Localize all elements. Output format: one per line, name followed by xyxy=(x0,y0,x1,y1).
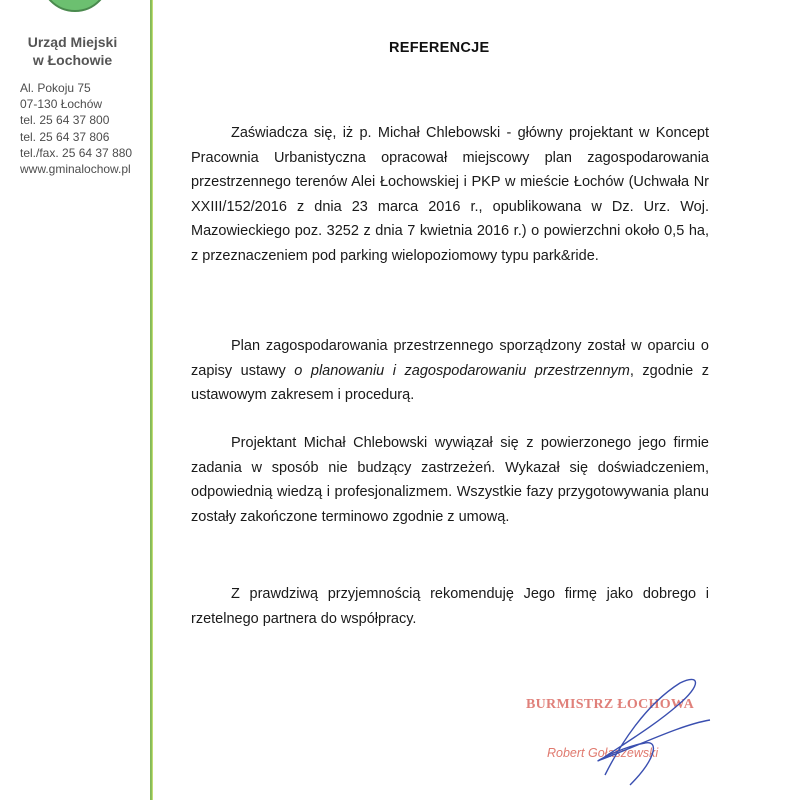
address-postal: 07-130 Łochów xyxy=(20,97,103,112)
paragraph-assessment-text: Projektant Michał Chlebowski wywiązał się z powierzonego jego firmie zadania w sposób nie budzący zastrzeżeń. Wykazał się doświadczeniem, odpowiednią wiedzą i profesjonalizmem. Wszystkie fazy przygotowywania planu zostały zakończone terminowo zgodnie z umową. xyxy=(191,435,709,525)
paragraph-recommendation-text: Z prawdziwą przyjemnością rekomenduję Jego firmę jako dobrego i rzetelnego partnera do współpracy. xyxy=(191,586,709,627)
office-name-line1: Urząd Miejski xyxy=(27,34,118,50)
signer-name: Robert Gołaszewski xyxy=(547,746,659,760)
office-address xyxy=(20,80,132,177)
office-name xyxy=(0,33,145,69)
statute-name: o planowaniu i zagospodarowaniu przestrzennym xyxy=(294,362,630,379)
paragraph-assessment xyxy=(191,431,709,529)
letterhead-divider xyxy=(150,0,153,800)
address-fax: tel./fax. 25 64 37 880 xyxy=(20,145,133,160)
document-title: REFERENCJE xyxy=(389,40,490,56)
address-phone-1: tel. 25 64 37 800 xyxy=(20,113,110,128)
paragraph-legal-basis xyxy=(191,334,709,408)
address-street: Al. Pokoju 75 xyxy=(20,81,91,95)
mayor-stamp: BURMISTRZ ŁOCHOWA xyxy=(526,697,695,712)
paragraph-legal-basis-start: Plan zagospodarowania przestrzennego sporządzony został w oparciu o zapisy ustawy xyxy=(191,338,709,379)
handwritten-signature-icon xyxy=(560,665,740,800)
address-phone-2: tel. 25 64 37 806 xyxy=(20,129,110,144)
paragraph-legal-basis-end: , zgodnie z ustawowym zakresem i procedurą. xyxy=(191,362,709,403)
address-website: www.gminalochow.pl xyxy=(20,162,131,177)
municipal-logo xyxy=(40,0,110,12)
office-name-line2: w Łochowie xyxy=(32,52,113,68)
paragraph-recommendation xyxy=(191,582,709,631)
paragraph-certification-text: Zaświadcza się, iż p. Michał Chlebowski - główny projektant w Koncept Pracownia Urbanistyczna opracował miejscowy plan zagospodarowania przestrzennego terenów Alei Łochowskiej i PKP w mieście Łochów (Uchwała Nr XXIII/152/2016 z dnia 23 marca 2016 r., opublikowana w Dz. Urz. Woj. Mazowieckiego poz. 3252 z dnia 7 kwietnia 2016 r.) o powierzchni około 0,5 ha, z przeznaczeniem pod parking wielopoziomowy typu park&ride. xyxy=(191,125,709,264)
paragraph-certification xyxy=(191,121,709,268)
